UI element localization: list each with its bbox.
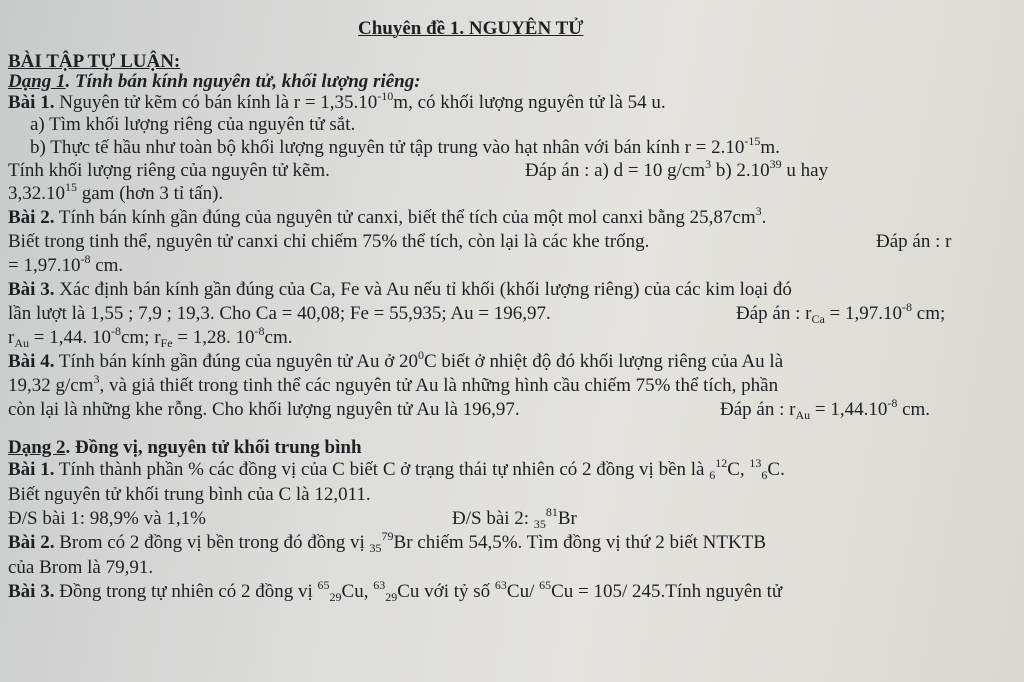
dang1-bai2-line3: = $1,97.10^{-8}$ cm.: [8, 252, 124, 276]
dang1-bai4: Bài 4. Tính bán kính gần đúng của nguyên tử Au ở $20^0C$ biết ở nhiệt độ đó khối lượng riêng của Au là: [8, 348, 784, 372]
dang1-bai4-answer: Đáp án : $r_{Au} = 1,44.10^{-8}$ cm.: [720, 396, 931, 422]
dang2-bai3: Bài 3. Đồng trong tự nhiên có 2 đồng vị $^{65}_{29}$Cu, $^{63}_{29}$Cu với tỷ số $^{63}$Cu/ $^{65}$Cu = 105/ 245.Tính nguyên tử: [8, 578, 783, 604]
dang2-heading: Dạng 2. Đồng vị, nguyên tử khối trung bình: [8, 437, 362, 458]
dang2-bai1: Bài 1. Tính thành phần % các đồng vị của C biết C ở trạng thái tự nhiên có 2 đồng vị bền là $_6^{12}$C, $^{13}_6$C.: [8, 456, 785, 482]
dang1-bai1-b: b) Thực tế hầu như toàn bộ khối lượng nguyên tử tập trung vào hạt nhân với bán kính $r = 2.10^{-15}m$.: [30, 134, 780, 158]
dang1-bai3-answer: Đáp án : $r_{Ca} = 1,97.10^{-8}$ cm;: [736, 300, 946, 326]
section-heading: BÀI TẬP TỰ LUẬN:: [8, 51, 181, 72]
dang1-bai4-line2: 19,32 $g/cm^3$, và giả thiết trong tinh thể các nguyên tử Au là những hình cầu chiếm 75% thể tích, phần: [8, 372, 779, 396]
dang2-bai2: Bài 2. Brom có 2 đồng vị bền trong đó đồng vị $_{35}^{79}$Br chiếm 54,5%. Tìm đồng vị thứ 2 biết NTKTB: [8, 529, 767, 555]
dang1-bai1-c: Tính khối lượng riêng của nguyên tử kẽm.: [8, 160, 330, 181]
dang1-bai3-line3: $r_{Au} = 1,44$. $10^{-8}cm$; $r_{Fe} = 1,28$. $10^{-8}cm$.: [8, 324, 293, 350]
dang2-bai2-answer: Đ/S bài 2: $_{35}^{81}$Br: [452, 505, 577, 531]
dang2-bai2-line2: của Brom là 79,91.: [8, 557, 154, 578]
dang1-bai3: Bài 3. Xác định bán kính gần đúng của Ca, Fe và Au nếu tỉ khối (khối lượng riêng) của các kim loại đó: [8, 279, 792, 300]
dang1-bai2-line2: Biết trong tinh thể, nguyên tử canxi chỉ chiếm 75% thể tích, còn lại là các khe trống.: [8, 231, 650, 252]
dang1-bai2-answer: Đáp án : r: [876, 231, 952, 252]
page-title: Chuyên đề 1. NGUYÊN TỬ: [358, 18, 584, 39]
dang1-bai1-answer-line2: 3,32.10$^{15}$ gam (hơn 3 tỉ tấn).: [8, 180, 224, 204]
dang1-bai2: Bài 2. Tính bán kính gần đúng của nguyên tử canxi, biết thể tích của một mol canxi bằng $25,87cm^3$.: [8, 204, 767, 228]
dang1-bai1: Bài 1. Nguyên tử kẽm có bán kính là $r = 1,35.10^{-10}m$, có khối lượng nguyên tử là 54 u.: [8, 89, 666, 113]
dang2-bai1-line2: Biết nguyên tử khối trung bình của C là 12,011.: [8, 484, 371, 505]
dang1-bai3-line2: lần lượt là 1,55 ; 7,9 ; 19,3. Cho Ca = 40,08; Fe = 55,935; Au = 196,97.: [8, 303, 551, 324]
dang1-heading: Dạng 1. Tính bán kính nguyên tử, khối lượng riêng:: [8, 71, 421, 92]
dang1-bai4-line3: còn lại là những khe rỗng. Cho khối lượng nguyên tử Au là 196,97.: [8, 399, 520, 420]
dang2-bai1-answer: Đ/S bài 1: 98,9% và 1,1%: [8, 508, 206, 529]
dang1-bai1-answer: Đáp án : a) d = 10 $g/cm^3$ b) 2.10$^{39}$ u hay: [525, 157, 829, 181]
dang1-bai1-a: a) Tìm khối lượng riêng của nguyên tử sắt.: [30, 114, 356, 135]
